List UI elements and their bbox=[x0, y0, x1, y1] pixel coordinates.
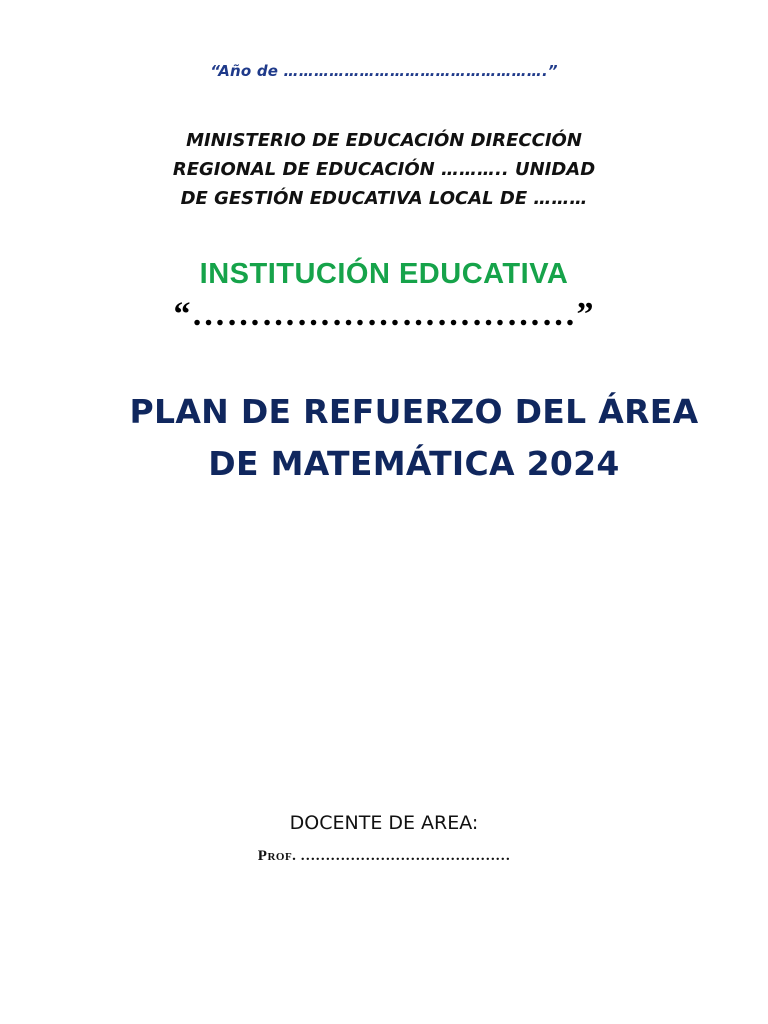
teacher-label: DOCENTE DE AREA: bbox=[289, 812, 479, 834]
ministry-block bbox=[150, 126, 618, 213]
year-line: “Año de …………………………………………….” bbox=[210, 62, 558, 80]
ministry-line-3: DE GESTIÓN EDUCATIVA LOCAL DE ……… bbox=[180, 188, 588, 209]
institution-label: INSTITUCIÓN EDUCATIVA bbox=[199, 258, 569, 290]
plan-title bbox=[104, 386, 724, 490]
prof-prefix: Prof. bbox=[257, 848, 297, 864]
plan-title-line-1: PLAN DE REFUERZO DEL ÁREA bbox=[129, 392, 699, 431]
ministry-line-2: REGIONAL DE EDUCACIÓN ……….. UNIDAD bbox=[172, 159, 596, 180]
prof-value: …………………………………… bbox=[300, 848, 511, 864]
ministry-line-1: MINISTERIO DE EDUCACIÓN DIRECCIÓN bbox=[186, 130, 582, 151]
plan-title-line-2: DE MATEMÁTICA 2024 bbox=[208, 444, 620, 483]
institution-name: “……………………………” bbox=[173, 296, 595, 333]
prof-line bbox=[0, 848, 768, 865]
